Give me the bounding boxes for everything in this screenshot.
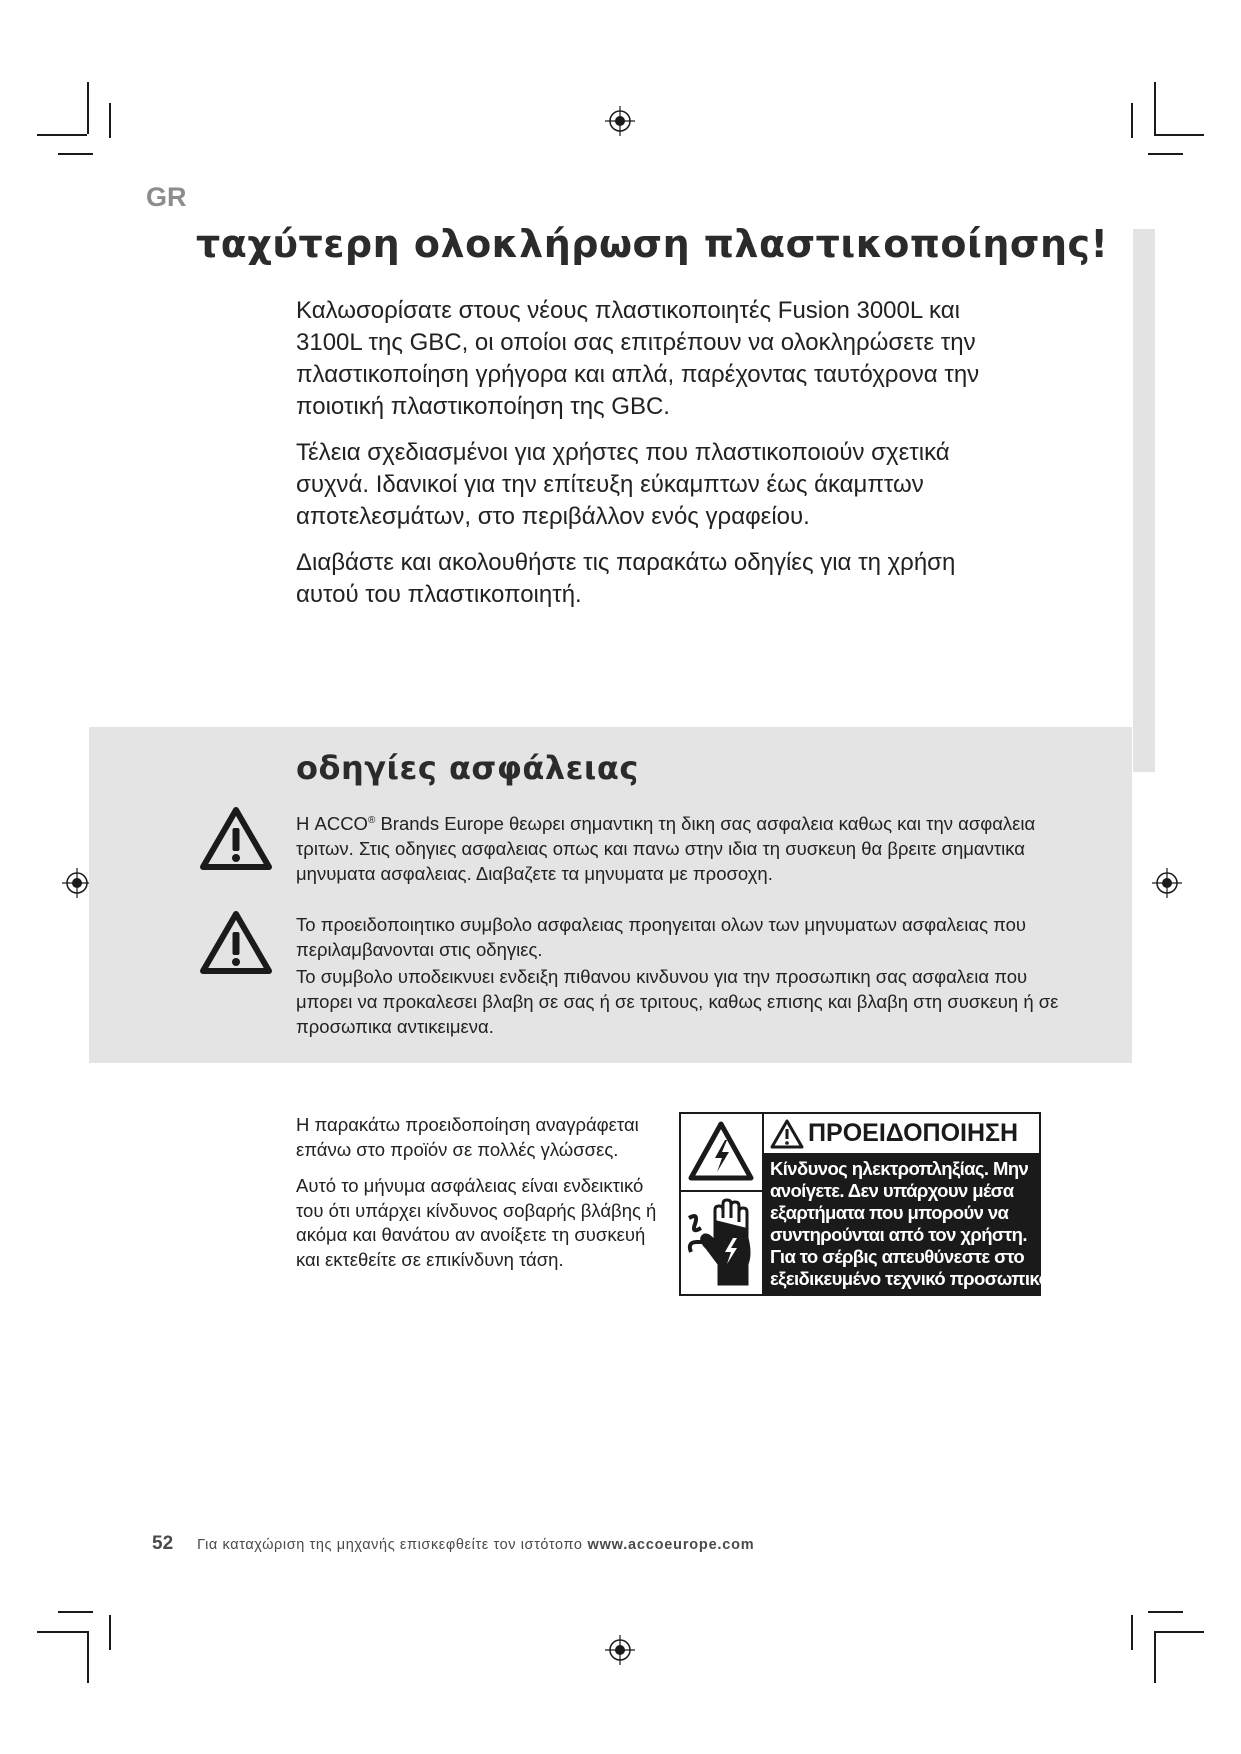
page-title: ταχύτερη ολοκλήρωση πλαστικοποίησης! <box>196 222 1109 266</box>
intro-paragraph: Διαβάστε και ακολουθήστε τις παρακάτω οδηγίες για τη χρήση αυτού του πλαστικοποιητή. <box>296 549 956 608</box>
warning-triangle-icon <box>770 1119 804 1149</box>
intro-paragraph: Καλωσορίσατε στους νέους πλαστικοποιητές Fusion 3000L και 3100L της GBC, οι οποίοι σας επιτρέπουν να ολοκληρώσετε την πλαστικοποίηση γρήγορα και απλά, παρέχοντας ταυτόχρονα την ποιοτική πλαστικοποίηση της GBC. <box>296 297 980 420</box>
registration-mark-icon <box>605 106 635 136</box>
page-footer <box>152 1533 754 1555</box>
warning-label-title: ΠΡΟΕΙΔΟΠΟΙΗΣΗ <box>764 1114 1039 1155</box>
warning-triangle-icon <box>200 910 272 974</box>
safety-heading: οδηγίες ασφάλειας <box>296 749 639 787</box>
warning-label-text: Κίνδυνος ηλεκτροπληξίας. Μην ανοίγετε. Δεν υπάρχουν μέσα εξαρτήματα που μπορούν να συντηρούνται από τον χρήστη. Για το σέρβις απευθύνεστε στο εξειδικευμένο τεχνικό προσωπικό. <box>764 1155 1039 1294</box>
intro-paragraph: Τέλεια σχεδιασμένοι για χρήστες που πλαστικοποιούν σχετικά συχνά. Ιδανικοί για την επίτευξη εύκαμπτων έως άκαμπτων αποτελεσμάτων, στο περιβάλλον ενός γραφείου. <box>296 439 950 530</box>
notice-section <box>296 1113 666 1284</box>
electric-hazard-icon <box>687 1120 755 1184</box>
warning-triangle-icon <box>200 806 272 870</box>
registration-mark-icon <box>62 868 92 898</box>
language-code: GR <box>146 182 187 212</box>
notice-paragraph: Η παρακάτω προειδοποίηση αναγράφεται επάνω στο προϊόν σε πολλές γλώσσες. <box>296 1114 639 1160</box>
registration-mark-icon <box>1152 868 1182 898</box>
registration-mark-icon <box>605 1635 635 1665</box>
side-bar-decoration <box>1133 229 1155 772</box>
footer-text: Για καταχώριση της μηχανής επισκεφθείτε τον ιστότοπο <box>197 1537 583 1553</box>
electric-shock-hand-icon <box>685 1198 759 1290</box>
notice-paragraph: Αυτό το μήνυμα ασφάλειας είναι ενδεικτικό του ότι υπάρχει κίνδυνος σοβαρής βλάβης ή ακόμα και θανάτου αν ανοίξετε τη συσκευή και εκτεθείτε σε επικίνδυνη τάση. <box>296 1175 657 1270</box>
warning-label-symbols <box>681 1114 764 1294</box>
safety-paragraph: Η ACCO® Brands Europe θεωρει σημαντικη τη δικη σας ασφαλεια καθως και την ασφαλεια τριτων. Στις οδηγιες ασφαλειας οπως και πανω στην ιδια τη συσκευη θα βρειτε σημαντικα μηνυματα ασφαλειας. Διαβαζετε τα μηνυματα με προσοχη. <box>296 813 1036 885</box>
safety-paragraph: Το προειδοποιητικο συμβολο ασφαλειας προηγειται ολων των μηνυματων ασφαλειας που περιλαμβανονται στις οδηγιες. <box>296 914 1027 960</box>
intro-section <box>296 295 996 625</box>
safety-paragraph: Το συμβολο υποδεικνυει ενδειξη πιθανου κινδυνου για την προσωπικη σας ασφαλεια που μπορει να προκαλεσει βλαβη σε σας ή σε τριτους, καθως επισης και βλαβη στη συσκευη ή σε προσωπικα αντικειμενα. <box>296 966 1059 1037</box>
footer-url: www.accoeurope.com <box>587 1537 755 1553</box>
page-number: 52 <box>152 1533 174 1554</box>
warning-label <box>679 1112 1054 1296</box>
